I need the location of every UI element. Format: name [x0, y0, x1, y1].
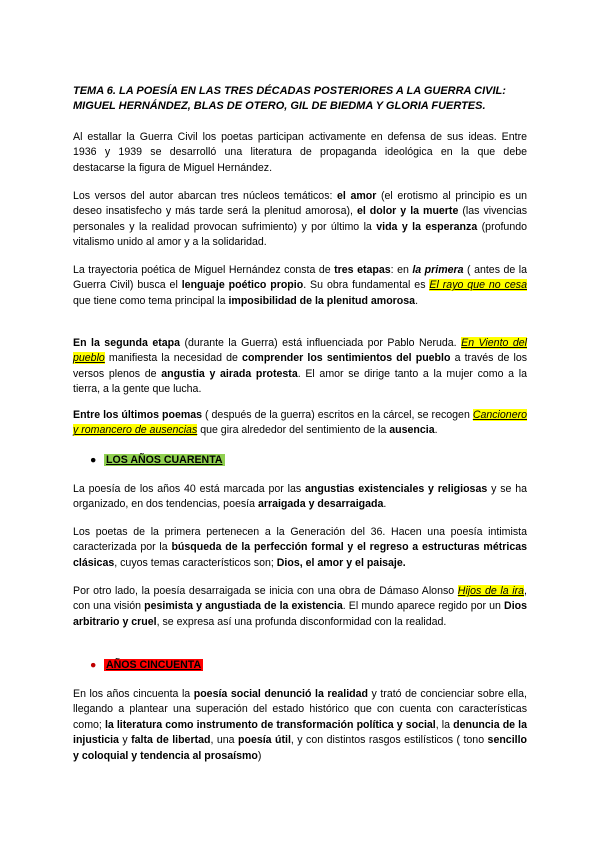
bold-run: Dios arbitrario y cruel [73, 600, 528, 628]
text-run: La poesía de los años 40 está marcada por las [73, 483, 305, 495]
text-run: , la [435, 718, 454, 731]
highlighted-work-title: El rayo que no cesa [429, 279, 527, 292]
text-run: ( antes de la Guerra Civil) busca el [73, 264, 527, 292]
bold-run: el amor [337, 190, 377, 202]
text-run: y se ha organizado, en dos tendencias, poesía [73, 483, 527, 511]
text-run: Los poetas de la primera pertenecen a la Generación del 36. Hacen una poesía intimista caracterizada por la [73, 526, 527, 554]
bold-run: imposibilidad de la plenitud amorosa [228, 294, 416, 307]
section-heading-fifties [90, 657, 203, 673]
text-run: , con una visión [73, 585, 527, 613]
text-run: (durante la Guerra) está influenciada por Pablo Neruda. [180, 337, 457, 349]
paragraph-themes [73, 189, 527, 251]
text-run: a través de los versos plenos de [73, 352, 528, 380]
text-line: destacarse la figura de Miguel Hernández. [73, 161, 273, 174]
text-run: , se expresa así una profunda disconformidad con la realidad. [156, 615, 447, 628]
bold-run: pesimista y angustiada de la existencia [144, 600, 343, 613]
bold-run: Dios, el amor y el paisaje. [276, 556, 406, 569]
bold-run: la literatura como instrumento de transformación política y social [104, 718, 436, 731]
text-run: (el erotismo al principio es un deseo insatisfecho y más tarde será la plenitud amorosa), [73, 190, 527, 218]
bold-run: angustias existenciales y religiosas [305, 483, 488, 495]
bullet-icon: ● [90, 454, 97, 466]
text-run: Los versos del autor abarcan tres núcleos temáticos: [73, 190, 338, 202]
section-heading-text: AÑOS CINCUENTA [106, 659, 202, 671]
bold-italic-run: la primera [412, 264, 464, 276]
text-run: . [383, 498, 387, 511]
text-run: que gira alrededor del sentimiento de la [197, 424, 390, 437]
text-run: ( después de la guerra) escritos en la cárcel, se recogen [202, 409, 473, 421]
section-heading-forties [90, 452, 225, 468]
bold-run: Entre los últimos poemas [73, 409, 203, 421]
paragraph-fifties [73, 687, 527, 764]
text-run: La trayectoria poética de Miguel Hernández consta de [73, 264, 335, 276]
paragraph-last-poems [73, 408, 527, 439]
bold-run: angustia y airada protesta [161, 367, 298, 380]
bold-run: búsqueda de la perfección formal y el regreso a estructuras métricas clásicas [73, 541, 527, 569]
text-run: , y con distintos rasgos estilísticos ( tono [290, 734, 488, 747]
text-line: Al estallar la Guerra Civil los poetas participan activamente en defensa de sus ideas. Entre [73, 131, 527, 143]
bold-run: el dolor y la muerte [356, 205, 459, 218]
document-title [73, 84, 527, 114]
paragraph-intro [73, 130, 527, 176]
bold-run: poesía social denunció la realidad [193, 688, 368, 700]
highlighted-work-title: Hijos de la ira [457, 585, 525, 597]
text-run: , una [210, 734, 238, 747]
bold-run: lenguaje poético propio [181, 279, 304, 292]
paragraph-forties [73, 482, 527, 513]
bold-run: vida y la esperanza [376, 220, 478, 233]
title-line-1: TEMA 6. LA POESÍA EN LAS TRES DÉCADAS POSTERIORES A LA GUERRA CIVIL: [73, 85, 506, 97]
bold-run: sencillo y coloquial y tendencia al prosaísmo [73, 734, 527, 762]
bullet-icon: ● [90, 659, 97, 671]
title-line-2: MIGUEL HERNÁNDEZ, BLAS DE OTERO, GIL DE BIEDMA Y GLORIA FUERTES. [73, 100, 486, 112]
highlighted-work-title: Cancionero y romancero de ausencias [73, 409, 528, 437]
bold-run: ausencia [389, 424, 435, 437]
bold-run: poesía útil [238, 734, 291, 747]
text-run: . [434, 424, 438, 437]
highlighted-work-title: En Viento del pueblo [73, 337, 528, 365]
text-line: 1936 y 1939 se desarrolló una literatura de propaganda ideológica en la que debe [73, 146, 527, 159]
bold-run: tres etapas [334, 264, 391, 276]
bold-run: arraigada y desarraigada [257, 498, 384, 511]
bold-run: En la segunda etapa [73, 337, 181, 349]
paragraph-uprooted-poetry [73, 584, 527, 630]
text-run: , cuyos temas característicos son; [114, 556, 277, 569]
text-run: (las vivencias personales y la realidad provocan sufrimiento) y por último la [73, 205, 528, 233]
text-run: . Su obra fundamental es [303, 279, 430, 292]
text-run: Por otro lado, la poesía desarraigada se inicia con una obra de Dámaso Alonso [73, 585, 458, 597]
bold-run: denuncia de la injusticia [73, 718, 527, 747]
paragraph-generation-36 [73, 525, 527, 571]
bold-run: falta de libertad [131, 734, 211, 747]
text-run: que tiene como tema principal la [73, 294, 229, 307]
text-run: y trató de concienciar sobre ella, llegando a plantear una superación del estado histórico que con cuenta con características como; [73, 688, 527, 731]
text-run: manifiesta la necesidad de [104, 352, 243, 365]
text-run: . El mundo aparece regido por un [342, 600, 505, 613]
text-run: . El amor se dirige tanto a la mujer como a la tierra, a la gente que lucha. [73, 367, 527, 396]
text-run: . [415, 294, 419, 307]
paragraph-stages [73, 263, 527, 309]
section-heading-text: LOS AÑOS CUARENTA [106, 454, 223, 466]
text-run: : en [390, 264, 413, 276]
text-run: y [118, 734, 132, 747]
bold-run: comprender los sentimientos del pueblo [242, 352, 451, 365]
text-run: (profundo vitalismo unido al amor y a la solidaridad. [73, 220, 527, 249]
text-run: ) [257, 749, 262, 762]
text-run: En los años cincuenta la [73, 688, 194, 700]
paragraph-second-stage [73, 336, 527, 398]
